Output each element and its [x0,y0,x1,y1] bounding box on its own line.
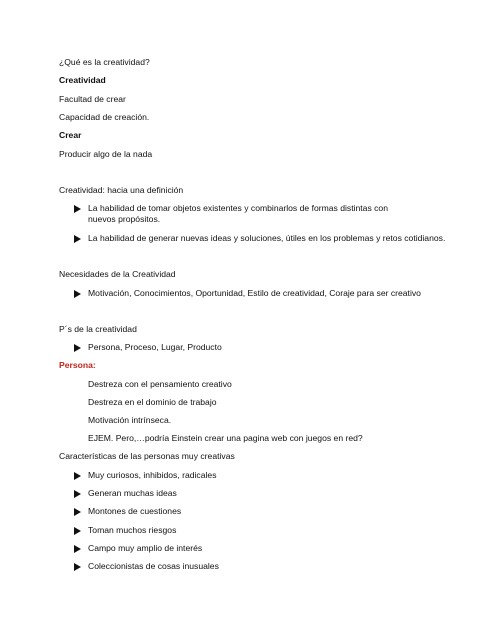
triangle-bullet-icon [74,508,81,516]
list-item [74,525,176,536]
destreza-pensamiento-text: Destreza con el pensamiento creativo [88,379,232,389]
list-item [74,488,177,499]
triangle-bullet-icon [74,290,81,298]
destreza-dominio-text: Destreza en el dominio de trabajo [88,397,217,407]
list-item-text: Generan muchas ideas [88,488,177,498]
crear-heading: Crear [59,130,82,140]
question-heading: ¿Qué es la creatividad? [59,57,150,67]
triangle-bullet-icon [74,235,81,243]
list-item-text: Persona, Proceso, Lugar, Producto [88,342,222,352]
capacidad-text: Capacidad de creación. [59,112,150,122]
triangle-bullet-icon [74,472,81,480]
triangle-bullet-icon [74,490,81,498]
ps-heading: P´s de la creatividad [59,324,137,334]
producir-text: Producir algo de la nada [59,149,153,159]
list-item [74,342,222,353]
necesidades-heading: Necesidades de la Creatividad [59,269,176,279]
list-item [74,233,445,244]
list-item [74,288,421,299]
list-item-text: Toman muchos riesgos [88,525,177,535]
ejemplo-text: EJEM. Pero,…podría Einstein crear una pagina web con juegos en red? [88,433,363,443]
list-item-text: Campo muy amplio de interés [88,543,203,553]
motivacion-text: Motivación intrínseca. [88,415,172,425]
triangle-bullet-icon [74,545,81,553]
list-item-text: Montones de cuestiones [88,506,182,516]
creatividad-heading: Creatividad [59,75,106,85]
list-item-text: Coleccionistas de cosas inusuales [88,561,219,571]
list-item [74,561,219,572]
triangle-bullet-icon [74,563,81,571]
list-item [74,506,181,517]
list-item [74,543,202,554]
triangle-bullet-icon [74,527,81,535]
list-item [74,470,217,481]
triangle-bullet-icon [74,344,81,352]
list-item [74,203,418,225]
list-item-text: Muy curiosos, inhibidos, radicales [88,470,217,480]
list-item-text: La habilidad de tomar objetos existentes y combinarlos de formas distintas con nuevos propósitos. [88,203,388,224]
list-item-text: Motivación, Conocimientos, Oportunidad, Estilo de creatividad, Coraje para ser creativo [88,288,421,298]
triangle-bullet-icon [74,205,81,213]
persona-heading: Persona: [59,360,96,370]
list-item-text: La habilidad de generar nuevas ideas y soluciones, útiles en los problemas y retos cotidianos. [88,233,446,243]
definicion-heading: Creatividad: hacia una definición [59,185,184,195]
caracteristicas-heading: Características de las personas muy creativas [59,451,235,461]
facultad-text: Facultad de crear [59,94,126,104]
